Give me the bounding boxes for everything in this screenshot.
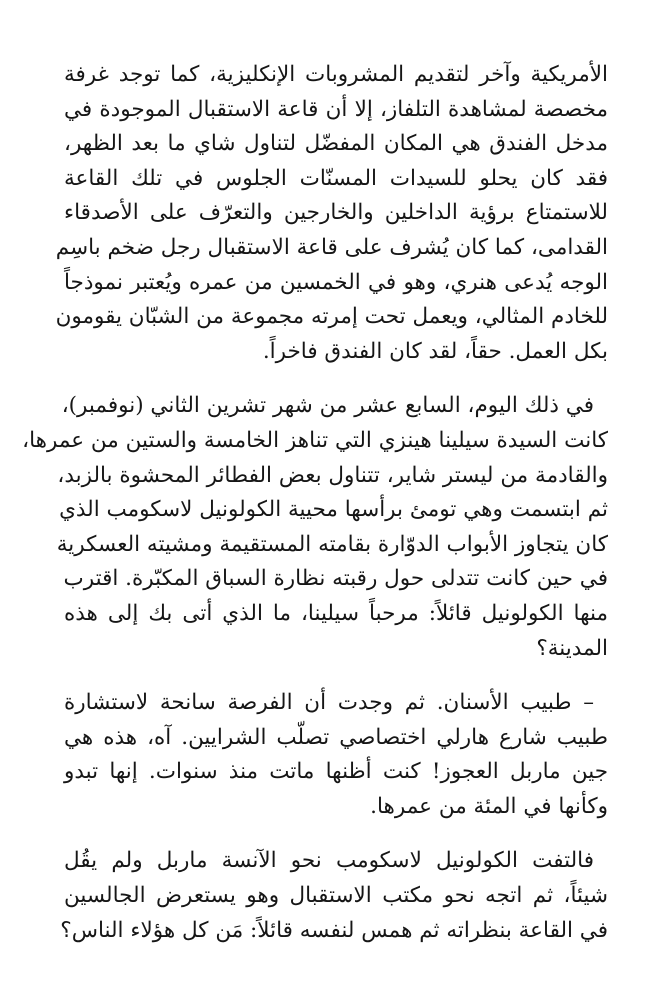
book-page bbox=[22, 58, 608, 948]
text-line: القدامى، كما كان يُشرف على قاعة الاستقبال رجل ضخم باسِم bbox=[55, 234, 608, 260]
text-line: كانت السيدة سيلينا هينزي التي تناهز الخامسة والستين من عمرها، bbox=[22, 427, 608, 453]
text-line: للاستمتاع برؤية الداخلين والخارجين والتعرّف على الأصدقاء bbox=[64, 200, 608, 226]
text-line: للخادم المثالي، ويعمل تحت إمرته مجموعة من الشبّان يقومون bbox=[55, 304, 608, 330]
text-line: الأمريكية وآخر لتقديم المشروبات الإنكليزية، كما توجد غرفة bbox=[64, 62, 608, 87]
text-line: منها الكولونيل قائلاً: مرحباً سيلينا، ما الذي أتى بك إلى هذه bbox=[64, 600, 608, 626]
text-line: المدينة؟ bbox=[536, 635, 608, 661]
text-line: مدخل الفندق هي المكان المفضّل لتناول شاي ما بعد الظهر، bbox=[64, 131, 608, 157]
paragraph-selina-arrival bbox=[22, 389, 608, 666]
text-line: الوجه يُدعى هنري، وهو في الخمسين من عمره ويُعتبر نموذجاً bbox=[64, 269, 608, 295]
text-line: بكل العمل. حقاً، لقد كان الفندق فاخراً. bbox=[262, 338, 608, 364]
text-line: وكأنها في المئة من عمرها. bbox=[370, 793, 608, 819]
text-line: فقد كان يحلو للسيدات المسنّات الجلوس في تلك القاعة bbox=[64, 165, 608, 191]
paragraph-dialogue-dentist bbox=[64, 686, 608, 824]
text-line: جين ماربل العجوز! كنت أظنها ماتت منذ سنوات. إنها تبدو bbox=[64, 759, 608, 785]
text-line: – طبيب الأسنان. ثم وجدت أن الفرصة سانحة لاستشارة bbox=[64, 690, 594, 716]
text-line: طبيب شارع هارلي اختصاصي تصلّب الشرايين. آه، هذه هي bbox=[64, 724, 608, 750]
paragraph-colonel-reaction bbox=[60, 844, 608, 948]
text-line: كان يتجاوز الأبواب الدوّارة بقامته المستقيمة ومشيته العسكرية bbox=[56, 531, 608, 557]
text-line: شيئاً، ثم اتجه نحو مكتب الاستقبال وهو يستعرض الجالسين bbox=[64, 883, 608, 909]
text-line: ثم ابتسمت وهي تومئ برأسها محيية الكولونيل لاسكومب الذي bbox=[59, 497, 608, 523]
text-line: في حين كانت تتدلى حول رقبته نظارة السباق المكبّرة. اقترب bbox=[63, 566, 608, 592]
text-line: والقادمة من ليستر شاير، تتناول بعض الفطائر المحشوة بالزبد، bbox=[57, 462, 608, 488]
text-line: في ذلك اليوم، السابع عشر من شهر تشرين الثاني (نوفمبر)، bbox=[61, 393, 594, 419]
text-line: فالتفت الكولونيل لاسكومب نحو الآنسة ماربل ولم يقُل bbox=[64, 848, 594, 874]
paragraph-hotel-description bbox=[55, 58, 608, 369]
text-line: مخصصة لمشاهدة التلفاز، إلا أن قاعة الاستقبال الموجودة في bbox=[64, 96, 608, 122]
text-line: في القاعة بنظراته ثم همس لنفسه قائلاً: مَن كل هؤلاء الناس؟ bbox=[60, 917, 608, 943]
